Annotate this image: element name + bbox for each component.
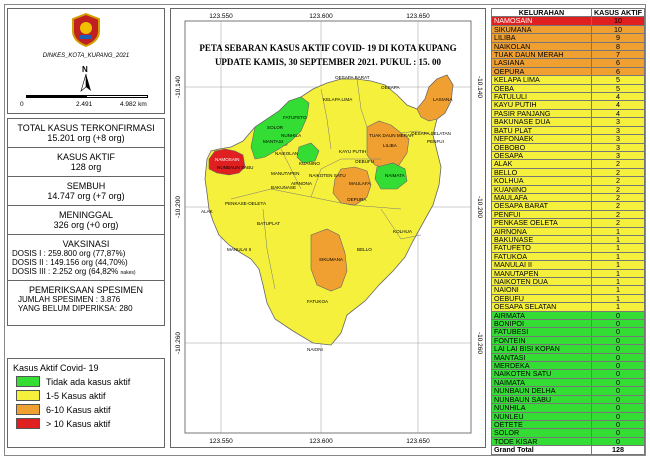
kasus-aktif-value: 9 [591,34,644,42]
label-naikolan: NAIKOLAN [275,151,299,156]
label-naikoten-satu: NAIKOTEN SATU [309,173,346,178]
spesimen-belum: YANG BELUM DIPERIKSA: 280 [18,304,133,313]
total-title: TOTAL KASUS TERKONFIRMASI [17,123,155,133]
legend-box [7,358,165,448]
legend-title: Kasus Aktif Covid- 19 [13,363,99,373]
tick-left-1: -10.200 [175,195,182,219]
label-liliba: LILIBA [383,143,397,148]
scale-0: 0 [20,101,24,108]
scale-2: 4.982 km [120,101,147,108]
table-row [492,143,645,151]
vaksin-title: VAKSINASI [62,239,110,249]
table-row [492,151,645,159]
kasus-aktif-value: 0 [591,353,644,361]
table-row [492,202,645,210]
kasus-aktif-value: 6 [591,59,644,67]
meninggal-title: MENINGGAL [58,210,113,220]
label-naioni: NAIONI [307,347,323,352]
label-tuak-daun-merah: TUAK DAUN MERAH [369,133,414,138]
table-row [492,336,645,344]
kelurahan-name: MANULAI II [492,261,592,269]
tick-bottom-0: 123.550 [209,438,233,445]
col-header-kelurahan: KELURAHAN [492,9,592,17]
kasus-aktif-value: 0 [591,395,644,403]
kelurahan-name: BAKUNASE [492,235,592,243]
kelurahan-name: NAIKOTEN DUA [492,278,592,286]
legend-item-1 [16,390,164,401]
label-fatufeto: FATUFETO [283,115,307,120]
kasus-aktif-value: 1 [591,286,644,294]
kasus-aktif-value: 5 [591,76,644,84]
table-total-row [492,446,645,454]
label-kelapa-lima: KELAPA LIMA [323,97,353,102]
label-nunbaun-sabu: NUNBAUN SABU [217,165,254,170]
legend-label-3: > 10 Kasus aktif [46,418,111,429]
table-row [492,17,645,25]
kelurahan-name: OESAPA [492,151,592,159]
legend-swatch-2 [16,404,40,415]
kasus-aktif-value: 2 [591,168,644,176]
label-naimata: NAIMATA [385,173,405,178]
kasus-aktif-value: 1 [591,244,644,252]
table-row [492,219,645,227]
kasus-aktif-value: 3 [591,135,644,143]
label-oesapa-selatan: OESAPA SELATAN [411,131,451,136]
label-oebufu: OEBUFU [355,159,375,164]
aktif-title: KASUS AKTIF [56,152,116,162]
scale-bar [26,95,148,98]
kelurahan-name: FATUBESI [492,328,592,336]
kasus-aktif-value: 0 [591,429,644,437]
kelurahan-name: FONTEIN [492,336,592,344]
label-alak: ALAK [201,209,213,214]
spesimen-title: PEMERIKSAAN SPESIMEN [28,285,144,295]
kasus-aktif-value: 2 [591,210,644,218]
table-row [492,160,645,168]
table-row [492,294,645,302]
table-row [492,244,645,252]
dosis-2: DOSIS II : 149.156 org (44,70%) [12,258,128,267]
label-kuanino: KUANINO [299,161,320,166]
kelurahan-name: KUANINO [492,185,592,193]
legend-label-2: 6-10 Kasus aktif [46,404,111,415]
label-sikumana: SIKUMANA [319,257,343,262]
kasus-aktif-value: 2 [591,185,644,193]
aktif-value: 128 org [70,162,102,172]
map-title-line-1: PETA SEBARAN KASUS AKTIF COVID- 19 DI KOTA KUPANG [199,43,457,53]
table-row [492,261,645,269]
sembuh-title: SEMBUH [66,181,106,191]
kota-kupang-emblem-icon [71,13,101,47]
kelurahan-name: NAIKOTEN SATU [492,370,592,378]
kelurahan-name: AIRNONA [492,227,592,235]
kasus-aktif-value: 0 [591,412,644,420]
map-canvas[interactable] [171,9,485,447]
table-row [492,311,645,319]
table-row [492,168,645,176]
table-row [492,387,645,395]
kasus-aktif-value: 2 [591,177,644,185]
kasus-aktif-value: 10 [591,17,644,25]
kasus-aktif-value: 10 [591,25,644,33]
kasus-aktif-value: 1 [591,278,644,286]
kasus-aktif-value: 0 [591,404,644,412]
sembuh-value: 14.747 org (+7 org) [47,191,125,201]
kelurahan-name: NAMOSAIN [492,17,592,25]
kasus-aktif-value: 1 [591,294,644,302]
kelurahan-name: KELAPA LIMA [492,76,592,84]
table-row [492,59,645,67]
kasus-aktif-value: 4 [591,101,644,109]
grand-total-value: 128 [591,446,644,454]
table-row [492,185,645,193]
kelurahan-name: OEBUFU [492,294,592,302]
label-maulafa: MAULAFA [349,181,371,186]
kasus-aktif-value: 0 [591,336,644,344]
kasus-aktif-value: 1 [591,269,644,277]
table-row [492,210,645,218]
table-row [492,51,645,59]
label-kayu-putih: KAYU PUTIH [339,149,367,154]
kasus-aktif-value: 4 [591,109,644,117]
north-arrow-icon [80,74,92,92]
kelurahan-name: NUNBAUN DELHA [492,387,592,395]
label-oesapa: OESAPA [381,85,400,90]
kelurahan-name: PENFUI [492,210,592,218]
kelurahan-name: NUNBAUN SABU [492,395,592,403]
legend-label-1: 1-5 Kasus aktif [46,390,106,401]
table-row [492,328,645,336]
table-row [492,353,645,361]
table-row [492,437,645,445]
kelurahan-name: TODE KISAR [492,437,592,445]
label-batuplat: BATUPLAT [257,221,281,226]
tick-left-0: -10.140 [175,75,182,99]
kelurahan-table-panel [491,8,645,455]
total-value: 15.201 org (+8 org) [47,133,125,143]
tick-right-0: -10.140 [476,75,483,99]
table-row [492,286,645,294]
label-lasiana: LASIANA [433,97,453,102]
kelurahan-name: SIKUMANA [492,25,592,33]
table-row [492,25,645,33]
kasus-aktif-value: 1 [591,227,644,235]
kelurahan-name: FATULULI [492,93,592,101]
dosis-3-note: nakes) [120,270,136,276]
kasus-aktif-value: 0 [591,320,644,328]
table-row [492,227,645,235]
table-row [492,42,645,50]
label-oesapa-barat: OESAPA BARAT [335,75,370,80]
kelurahan-name: MERDEKA [492,362,592,370]
kelurahan-name: ALAK [492,160,592,168]
label-oepura: OEPURA [347,197,367,202]
kelurahan-name: LILIBA [492,34,592,42]
legend-item-0 [16,376,164,387]
table-row [492,67,645,75]
kelurahan-name: AIRMATA [492,311,592,319]
label-bello: BELLO [357,247,372,252]
label-penfui: PENFUI [427,139,444,144]
scale-1: 2.491 [76,101,93,108]
meninggal-value: 326 org (+0 org) [53,220,119,230]
map-base-region [205,75,453,345]
kasus-aktif-value: 0 [591,437,644,445]
label-bakunase: BAKUNASE [271,185,297,190]
kelurahan-name: TUAK DAUN MERAH [492,51,592,59]
kasus-aktif-value: 3 [591,151,644,159]
tick-top-2: 123.650 [406,13,430,20]
kelurahan-name: OESAPA BARAT [492,202,592,210]
kasus-aktif-value: 6 [591,67,644,75]
kasus-aktif-value: 5 [591,84,644,92]
kelurahan-name: NUNLEU [492,412,592,420]
table-row [492,101,645,109]
table-body [492,17,645,446]
kasus-aktif-value: 2 [591,193,644,201]
legend-swatch-3 [16,418,40,429]
kasus-aktif-value: 1 [591,303,644,311]
dosis-3: DOSIS III : 2.252 org (64,82% [12,267,119,276]
table-row [492,135,645,143]
kelurahan-name: PENKASE OELETA [492,219,592,227]
kelurahan-name: OESAPA SELATAN [492,303,592,311]
kelurahan-name: FATUKOA [492,252,592,260]
col-header-kasus: KASUS AKTIF [591,9,644,17]
kelurahan-name: MAULAFA [492,193,592,201]
table-row [492,345,645,353]
table-row [492,177,645,185]
kasus-aktif-value: 2 [591,202,644,210]
label-solor: SOLOR [267,125,284,130]
table-row [492,412,645,420]
tick-bottom-1: 123.600 [309,438,333,445]
kasus-aktif-value: 1 [591,261,644,269]
dosis-1: DOSIS I : 259.800 org (77,87%) [12,249,126,258]
table-row [492,420,645,428]
info-panel [7,8,165,448]
spesimen-jumlah: JUMLAH SPESIMEN : 3.876 [18,295,121,304]
kelurahan-name: OETETE [492,420,592,428]
kelurahan-name: KAYU PUTIH [492,101,592,109]
header-box [7,8,165,114]
kasus-aktif-value: 8 [591,42,644,50]
label-manulai-ii: MANULAI II [227,247,252,252]
kelurahan-name: BONIPOI [492,320,592,328]
kasus-aktif-value: 7 [591,51,644,59]
kasus-aktif-value: 0 [591,387,644,395]
table-row [492,303,645,311]
kasus-aktif-value: 0 [591,420,644,428]
table-row [492,404,645,412]
label-manutapen: MANUTAPEN [271,171,300,176]
north-label: N [82,65,88,74]
table-header-row [492,9,645,17]
kelurahan-name: BELLO [492,168,592,176]
table-row [492,118,645,126]
kasus-aktif-value: 2 [591,219,644,227]
table-row [492,269,645,277]
tick-top-1: 123.600 [309,13,333,20]
tick-left-2: -10.260 [175,331,182,355]
kasus-aktif-value: 0 [591,328,644,336]
table-row [492,193,645,201]
table-row [492,395,645,403]
table-row [492,93,645,101]
label-kolhua: KOLHUA [393,229,412,234]
kasus-aktif-value: 3 [591,126,644,134]
tick-top-0: 123.550 [209,13,233,20]
tick-right-1: -10.200 [476,195,483,219]
table-row [492,34,645,42]
stats-box [7,118,165,326]
table-row [492,320,645,328]
kelurahan-name: FATUFETO [492,244,592,252]
kasus-aktif-value: 1 [591,235,644,243]
kasus-aktif-value: 1 [591,252,644,260]
table-row [492,109,645,117]
table-row [492,252,645,260]
org-label: DINKES_KOTA_KUPANG_2021 [42,53,130,59]
kasus-aktif-value: 3 [591,143,644,151]
kelurahan-table [491,8,645,455]
kelurahan-name: KOLHUA [492,177,592,185]
label-fatukoa: FATUKOA [307,299,329,304]
kelurahan-name: BAKUNASE DUA [492,118,592,126]
kelurahan-name: PASIR PANJANG [492,109,592,117]
legend-item-2 [16,404,164,415]
kelurahan-name: NAIMATA [492,378,592,386]
kasus-aktif-value: 0 [591,370,644,378]
label-airnona: AIRNONA [291,181,312,186]
kelurahan-name: BATU PLAT [492,126,592,134]
table-row [492,378,645,386]
legend-swatch-1 [16,390,40,401]
label-mantasi: MANTASI [263,139,284,144]
kasus-aktif-value: 0 [591,345,644,353]
kelurahan-name: NAIKOLAN [492,42,592,50]
legend-label-0: Tidak ada kasus aktif [46,376,131,387]
kelurahan-name: OEBOBO [492,143,592,151]
tick-right-2: -10.260 [476,331,483,355]
legend-item-3 [16,418,164,429]
legend-swatch-0 [16,376,40,387]
kelurahan-name: SOLOR [492,429,592,437]
kelurahan-name: LASIANA [492,59,592,67]
kelurahan-name: NAIONI [492,286,592,294]
kasus-aktif-value: 3 [591,118,644,126]
table-row [492,429,645,437]
kasus-aktif-value: 4 [591,93,644,101]
kelurahan-name: OEBA [492,84,592,92]
kasus-aktif-value: 2 [591,160,644,168]
kasus-aktif-value: 0 [591,311,644,319]
label-namosain: NAMOSAIN [215,157,240,162]
table-row [492,76,645,84]
table-row [492,370,645,378]
table-row [492,84,645,92]
kelurahan-name: NEFONAEK [492,135,592,143]
kelurahan-name: MANUTAPEN [492,269,592,277]
table-row [492,126,645,134]
table-row [492,235,645,243]
kelurahan-name: MANTASI [492,353,592,361]
grand-total-label: Grand Total [492,446,592,454]
kasus-aktif-value: 0 [591,362,644,370]
map-panel [170,8,486,448]
kelurahan-name: NUNHILA [492,404,592,412]
table-row [492,362,645,370]
label-penkase-oeleta: PENKASE-OELETA [225,201,267,206]
map-title-line-2: UPDATE KAMIS, 30 SEPTEMBER 2021. PUKUL : 15. 00 [214,57,442,67]
label-nunhila: NUNHILA [281,133,302,138]
kelurahan-name: OEPURA [492,67,592,75]
tick-bottom-2: 123.650 [406,438,430,445]
kelurahan-name: LAI LAI BISI KOPAN [492,345,592,353]
kasus-aktif-value: 0 [591,378,644,386]
table-row [492,278,645,286]
